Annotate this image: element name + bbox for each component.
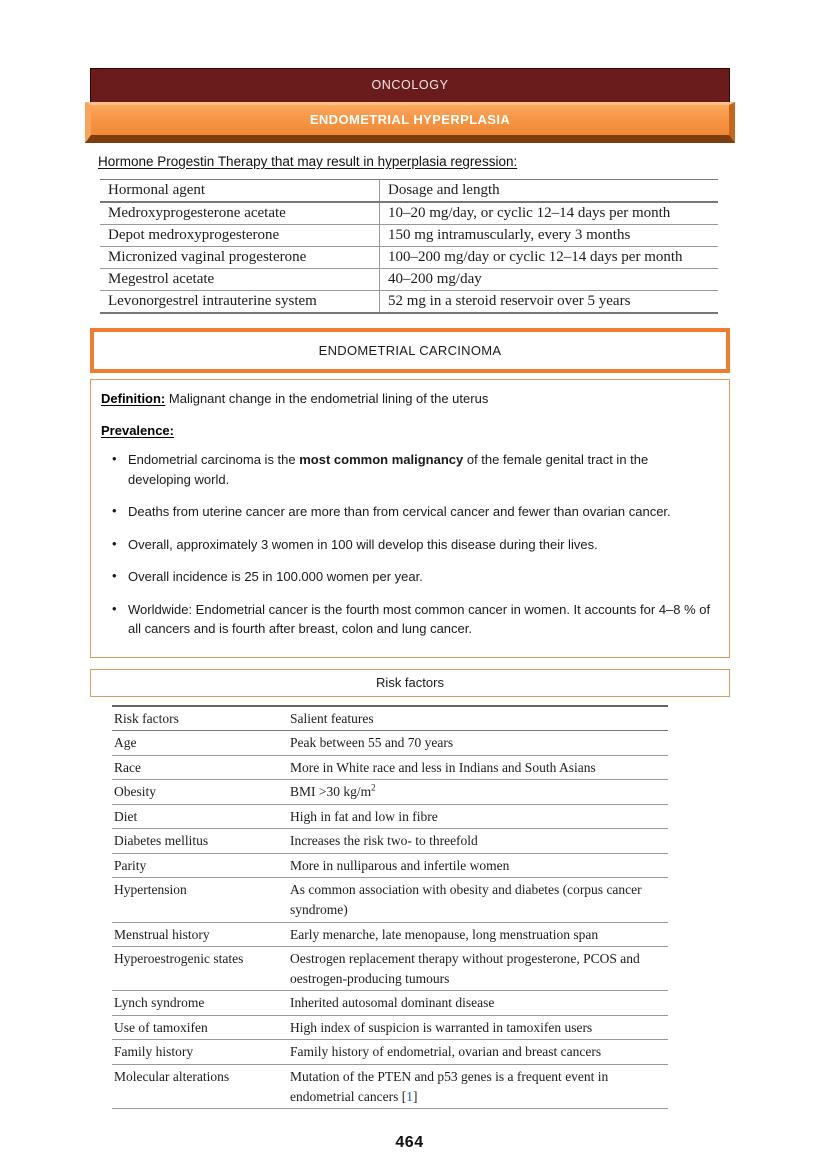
risk-factor-cell: Age — [112, 731, 290, 756]
salient-feature-cell: Inherited autosomal dominant disease — [290, 991, 668, 1016]
table-row — [100, 291, 718, 314]
bullet-text: of the female genital tract in the developing world. — [128, 452, 649, 487]
agent-cell: Megestrol acetate — [100, 269, 380, 291]
prevalence-label: Prevalence: — [101, 422, 174, 438]
reference-link[interactable]: 1 — [406, 1088, 413, 1104]
salient-feature-cell: More in nulliparous and infertile women — [290, 853, 668, 878]
dosage-cell: 40–200 mg/day — [380, 269, 719, 291]
table-row — [112, 780, 668, 805]
salient-feature-cell: High in fat and low in fibre — [290, 804, 668, 829]
column-header: Salient features — [290, 706, 668, 731]
agent-cell: Medroxyprogesterone acetate — [100, 202, 380, 225]
salient-feature-cell: Family history of endometrial, ovarian and breast cancers — [290, 1040, 668, 1065]
dosage-cell: 100–200 mg/day or cyclic 12–14 days per month — [380, 247, 719, 269]
risk-factor-cell: Hyperoestrogenic states — [112, 947, 290, 991]
salient-feature-cell: Oestrogen replacement therapy without progesterone, PCOS and oestrogen-producing tumours — [290, 947, 668, 991]
prevalence-bullet — [109, 535, 713, 555]
dosage-cell: 150 mg intramuscularly, every 3 months — [380, 225, 719, 247]
table-row — [112, 1015, 668, 1040]
prevalence-bullet-list — [101, 450, 717, 639]
table-row — [100, 202, 718, 225]
bullet-text: Endometrial carcinoma is the — [128, 452, 300, 467]
column-header: Risk factors — [112, 706, 290, 731]
risk-factor-cell: Obesity — [112, 780, 290, 805]
bullet-bold-text: most common malignancy — [299, 452, 464, 467]
carcinoma-title: ENDOMETRIAL CARCINOMA — [318, 343, 502, 358]
salient-feature-cell: More in White race and less in Indians and South Asians — [290, 755, 668, 780]
chapter-banner — [90, 68, 730, 102]
bullet-text: Deaths from uterine cancer are more than from cervical cancer and fewer than ovarian cancer. — [128, 504, 671, 519]
salient-feature-cell: Mutation of the PTEN and p53 genes is a frequent event in endometrial cancers [1] — [290, 1064, 668, 1108]
risk-factor-cell: Use of tamoxifen — [112, 1015, 290, 1040]
agent-cell: Depot medroxyprogesterone — [100, 225, 380, 247]
definition-line — [101, 389, 717, 409]
table-row — [112, 804, 668, 829]
definition-text: Malignant change in the endometrial lining of the uterus — [168, 391, 489, 406]
table-row — [112, 731, 668, 756]
prevalence-bullet — [109, 450, 713, 489]
section-banner-title: ENDOMETRIAL HYPERPLASIA — [309, 112, 511, 127]
table-row — [100, 247, 718, 269]
hormone-therapy-table — [100, 179, 718, 314]
salient-feature-cell: BMI >30 $kg/m^2$ — [290, 780, 668, 805]
column-header: Dosage and length — [380, 180, 719, 203]
risk-factor-cell: Diabetes mellitus — [112, 829, 290, 854]
carcinoma-definition-box — [90, 379, 730, 658]
risk-factor-cell: Diet — [112, 804, 290, 829]
table-row — [112, 853, 668, 878]
table-row — [112, 922, 668, 947]
risk-factor-cell: Family history — [112, 1040, 290, 1065]
risk-factors-title-box — [90, 669, 730, 697]
section-banner — [85, 102, 735, 143]
risk-factors-title: Risk factors — [376, 674, 444, 690]
salient-feature-cell: As common association with obesity and diabetes (corpus cancer syndrome) — [290, 878, 668, 922]
carcinoma-title-box — [90, 328, 730, 373]
table-row — [112, 1064, 668, 1108]
salient-feature-cell: Early menarche, late menopause, long menstruation span — [290, 922, 668, 947]
agent-cell: Micronized vaginal progesterone — [100, 247, 380, 269]
column-header: Hormonal agent — [100, 180, 380, 203]
table-header-row — [100, 180, 718, 203]
risk-factor-cell: Hypertension — [112, 878, 290, 922]
prevalence-line — [101, 421, 717, 441]
definition-label: Definition: — [101, 391, 166, 406]
chapter-banner-title: ONCOLOGY — [371, 78, 449, 92]
page-content — [90, 68, 730, 1109]
risk-factors-table — [112, 705, 668, 1110]
table-row — [112, 829, 668, 854]
page-number: 464 — [395, 1134, 424, 1152]
risk-factor-cell: Race — [112, 755, 290, 780]
prevalence-bullet — [109, 600, 713, 639]
table-row — [112, 1040, 668, 1065]
bullet-text: Overall incidence is 25 in 100.000 women per year. — [128, 569, 423, 584]
table-row — [112, 947, 668, 991]
superscript: 2 — [371, 782, 376, 793]
hormone-therapy-heading: Hormone Progestin Therapy that may result in hyperplasia regression: — [98, 154, 518, 169]
salient-feature-cell: Increases the risk two- to threefold — [290, 829, 668, 854]
dosage-cell: 52 mg in a steroid reservoir over 5 years — [380, 291, 719, 314]
prevalence-bullet — [109, 502, 713, 522]
salient-feature-cell: High index of suspicion is warranted in tamoxifen users — [290, 1015, 668, 1040]
table-row — [100, 225, 718, 247]
agent-cell: Levonorgestrel intrauterine system — [100, 291, 380, 314]
table-row — [112, 755, 668, 780]
risk-factors-table-body — [112, 706, 668, 1109]
risk-factor-cell: Parity — [112, 853, 290, 878]
prevalence-bullet — [109, 567, 713, 587]
table-row — [112, 991, 668, 1016]
hormone-therapy-table-body — [100, 180, 718, 314]
table-header-row — [112, 706, 668, 731]
salient-feature-cell: Peak between 55 and 70 years — [290, 731, 668, 756]
table-row — [100, 269, 718, 291]
risk-factor-cell: Molecular alterations — [112, 1064, 290, 1108]
dosage-cell: 10–20 mg/day, or cyclic 12–14 days per month — [380, 202, 719, 225]
bullet-text: Overall, approximately 3 women in 100 will develop this disease during their lives. — [128, 536, 598, 552]
risk-factor-cell: Lynch syndrome — [112, 991, 290, 1016]
table-row — [112, 878, 668, 922]
risk-factor-cell: Menstrual history — [112, 922, 290, 947]
bullet-text: Worldwide: Endometrial cancer is the fourth most common cancer in women. It accounts for 4–8 % of all cancers and is fourth after breast, colon and lung cancer. — [128, 601, 711, 636]
